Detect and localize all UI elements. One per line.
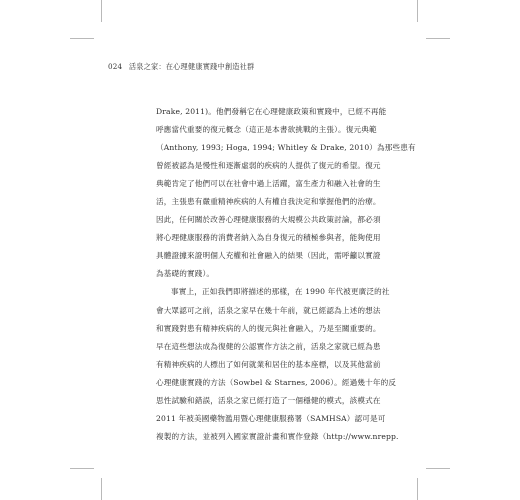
text-line: 有精神疾病的人標出了如何就業和居住的基本座標，以及其他當前 [156, 359, 381, 369]
text-line: 心理健康實踐的方法（Sowbel & Starnes, 2006）。經過幾十年的反 [156, 377, 397, 387]
text-line: 因此，任何關於改善心理健康服務的大規模公共政策討論，都必須 [156, 215, 381, 225]
crop-mark-top-left [101, 0, 102, 22]
body-text [156, 103, 416, 446]
running-head-title: 活泉之家：在心理健康實踐中創造社群 [128, 62, 255, 71]
text-line: 將心理健康服務的消費者納入為自身復元的積極參與者，能夠使用 [156, 233, 381, 243]
crop-mark-left-lower [70, 468, 94, 469]
text-line: 早在這些想法成為復健的公認實作方法之前，活泉之家就已經為患 [156, 341, 381, 351]
running-head [108, 62, 254, 72]
text-line: 2011 年被美國藥物濫用暨心理健康服務署（SAMHSA）認可是可 [156, 413, 386, 423]
text-line: 具體證據來證明個人充權和社會融入的結果（因此，需呼籲以實證 [156, 251, 381, 261]
text-line: 活，主張患有嚴重精神疾病的人有權自我決定和掌握他們的治療。 [156, 197, 381, 207]
paragraph [156, 103, 416, 283]
text-line: 為基礎的實踐）。 [156, 269, 215, 279]
crop-mark-bottom-right [417, 478, 418, 500]
text-line: 和實踐對患有精神疾病的人的復元與社會融入，乃是至關重要的。 [156, 323, 381, 333]
text-line: 曾經被認為是慢性和逐漸虛弱的疾病的人提供了復元的希望。復元 [156, 161, 381, 171]
crop-mark-bottom-left [101, 478, 102, 500]
paragraph [156, 283, 399, 445]
crop-mark-top-right [417, 0, 418, 22]
crop-mark-right-lower [426, 468, 450, 469]
page-number: 024 [108, 62, 123, 71]
crop-mark-right-upper [426, 38, 450, 39]
text-line: 事實上，正如我們即將描述的那樣，在 1990 年代被更廣泛的社 [171, 287, 390, 297]
text-line: 複製的方法，並被列入國家實證計畫和實作登錄（http://www.nrepp. [156, 431, 399, 441]
text-line: （Anthony, 1993; Hoga, 1994; Whitley & Drake, 2010）為那些患有 [156, 143, 416, 153]
text-line: 思性試驗和錯誤，活泉之家已經打造了一個穩健的模式，該模式在 [156, 395, 381, 405]
text-line: 會大眾認可之前，活泉之家早在幾十年前，就已經認為上述的想法 [156, 305, 381, 315]
text-line: Drake, 2011)。他們發稱它在心理健康政策和實踐中，已經不再能 [156, 107, 387, 116]
text-line: 呼應當代重要的復元概念（這正是本書欲挑戰的主張）。復元典範 [156, 125, 377, 135]
crop-mark-left-upper [70, 38, 94, 39]
text-line: 典範肯定了他們可以在社會中過上活躍，富生產力和融入社會的生 [156, 179, 381, 189]
